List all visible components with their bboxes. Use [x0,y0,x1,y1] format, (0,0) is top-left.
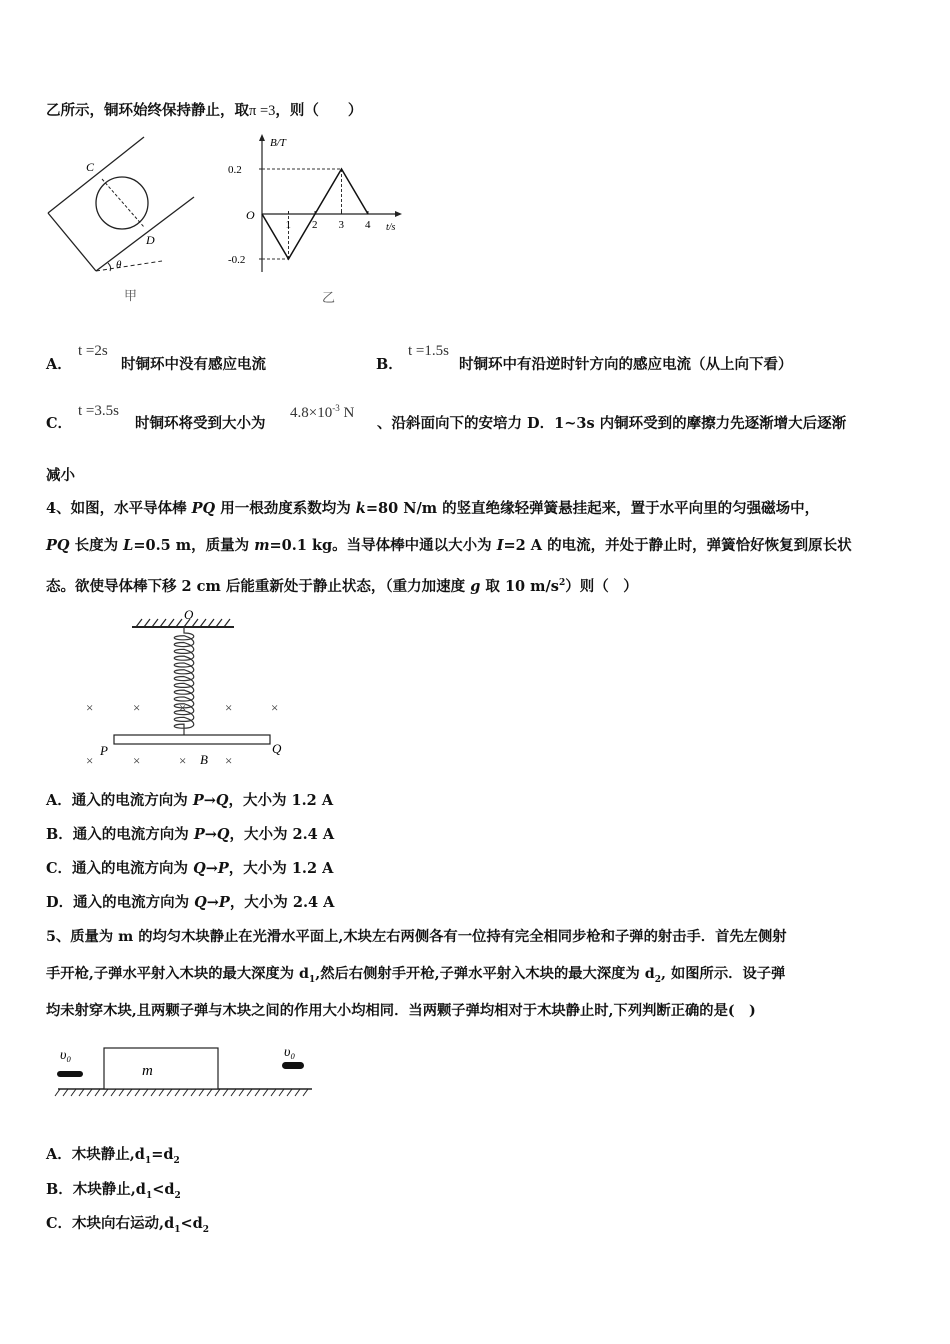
q5-l2-b: ,然后右侧射手开枪,子弹水平射入木块的最大深度为 d [315,966,655,982]
q4-option-c-dir: Q→P [193,860,229,877]
q5-option-c-s1: 1 [174,1224,181,1235]
q5-l2-c: , 如图所示．设子弹 [661,966,786,982]
right-bullet [282,1062,304,1069]
ground-hatch-line [239,1089,244,1096]
ground-hatch-line [79,1089,84,1096]
q3-option-b-label: B． [376,356,403,373]
left-bullet [57,1071,83,1077]
q4-l3-b: 取 10 m/s [480,577,559,595]
label-d: D [146,233,155,247]
q4-l1-pq: PQ [191,500,216,517]
q5-option-c-mid: <d [180,1215,203,1232]
ground-hatch-line [271,1089,276,1096]
q4-l2-l: L [123,537,134,554]
ground-hatch-line [215,1089,220,1096]
wood-block [104,1048,218,1089]
q4-l2-pq: PQ [46,537,70,554]
q4-l1-c: =80 N/m 的竖直绝缘轻弹簧悬挂起来，置于水平向里的匀强磁场中， [365,500,820,517]
field-cross: × [86,753,94,768]
x-tick-label: 3 [338,219,344,231]
ground-hatch-line [95,1089,100,1096]
q4-line-3 [46,573,638,597]
label-b: B [200,752,208,767]
q3-option-c-math: t =3.5s [78,403,119,419]
magnetic-field-crosses [86,700,278,768]
q4-l2-d: =2 A 的电流，并处于静止时，弹簧恰好恢复到原长状 [503,537,852,554]
y-axis-label: B/T [270,137,286,149]
ground-hatch-line [199,1089,204,1096]
right-v0-label: υ₀ [284,1045,296,1060]
ground-hatch-line [183,1089,188,1096]
q4-l2-m: m [254,537,270,554]
field-cross: × [133,753,141,768]
q3-pi-expr: π =3 [249,103,276,119]
q4-l2-c: =0.1 kg。当导体棒中通以大小为 [269,537,497,554]
q5-option-b-s1: 1 [145,1190,153,1201]
q3-option-c-force-base: 4.8×10 [290,405,333,421]
q3-option-c-text1: 时铜环将受到大小为 [135,415,266,432]
caption-yi: 乙 [322,290,336,305]
q4-l3-g: g [470,577,481,595]
q5-l2-s2: 2 [654,974,661,985]
ground-hatch-line [111,1089,116,1096]
q3-intro-end: ，则（ ） [275,102,363,119]
q4-option-b-label: B．通入的电流方向为 [46,826,194,843]
ground-hatch-line [247,1089,252,1096]
q4-l1-a: 4、如图，水平导体棒 [46,500,192,517]
q5-line-3: 均未射穿木块,且两颗子弹与木块之间的作用大小均相同．当两颗子弹均相对于木块静止时,下列判断正确的是( ) [46,1003,756,1019]
x-axis-arrow [395,211,402,217]
q5-option-a-label: A．木块静止,d [46,1146,145,1163]
block-mass-label: m [142,1063,153,1079]
q3-option-c-force-unit: N [339,405,355,421]
field-cross: × [225,753,233,768]
q4-l1-k: k [355,500,366,517]
y-axis-arrow [259,134,265,141]
q3-option-c-force [290,403,354,422]
q4-line-1 [46,499,819,519]
q4-l2-a: 长度为 [69,537,124,554]
q4-option-a-text: ，大小为 1.2 A [228,792,334,809]
ground-hatch-line [55,1089,60,1096]
horizontal-dashed [96,261,162,271]
label-o: O [184,607,194,622]
q4-l3-c: ）则（ ） [565,577,638,595]
q4-l3-a: 态。欲使导体棒下移 2 cm 后能重新处于静止状态，（重力加速度 [46,577,471,595]
ground-hatch-line [119,1089,124,1096]
label-theta: θ [116,259,122,271]
ground-hatch-line [135,1089,140,1096]
angle-arc [108,263,111,271]
ground-hatch-line [303,1089,308,1096]
q4-option-d-text: ，大小为 2.4 A [229,894,335,911]
copper-ring [96,177,148,229]
diameter-cd [102,179,144,227]
ground-hatch-line [255,1089,260,1096]
q5-line-1: 5、质量为 m 的均匀木块静止在光滑水平面上,木块左右两侧各有一位持有完全相同步枪和子弹的射击手．首先左侧射 [46,929,787,945]
q3-option-c-label: C． [46,415,73,432]
ground-hatch-line [167,1089,172,1096]
q3-option-a-math: t =2s [78,343,108,359]
field-cross: × [179,753,187,768]
q5-option-a-mid: =d [151,1146,174,1163]
ground-hatch [55,1089,308,1096]
q5-option-b-label: B．木块静止,d [46,1181,146,1198]
q3-option-b-math: t =1.5s [408,343,449,359]
figure-block-bullets [54,1043,324,1103]
q5-option-a-s1: 1 [144,1155,152,1166]
q4-option-d [46,893,334,913]
q4-option-a-dir: P→Q [192,792,229,809]
conductor-rod-pq [114,735,270,744]
ground-hatch-line [87,1089,92,1096]
ground-hatch-line [223,1089,228,1096]
ground-hatch-line [207,1089,212,1096]
q5-option-c-label: C．木块向右运动,d [46,1215,175,1232]
field-cross: × [86,700,94,715]
q3-option-a-text: 时铜环中没有感应电流 [121,356,266,373]
ground-hatch-line [159,1089,164,1096]
q4-l1-b: 用一根劲度系数均为 [215,500,356,517]
q4-option-c [46,859,333,879]
field-cross: × [179,700,187,715]
q4-option-c-text: ，大小为 1.2 A [228,860,334,877]
field-cross: × [271,700,279,715]
incline-lower-edge [96,197,194,271]
q5-option-b-mid: <d [152,1181,175,1198]
figure-jia [44,135,204,305]
q5-option-a-s2: 2 [173,1155,180,1166]
left-v0-label: υ₀ [60,1048,72,1063]
figure-yi-chart [226,130,416,305]
ground-hatch-line [231,1089,236,1096]
ground-hatch-line [191,1089,196,1096]
origin-label: O [246,208,255,222]
q4-option-b-text: ，大小为 2.4 A [229,826,335,843]
x-tick-label: 4 [365,219,371,231]
q4-option-c-label: C．通入的电流方向为 [46,860,194,877]
label-c: C [86,160,95,174]
figure-spring-rod [80,605,320,775]
q4-option-d-dir: Q→P [194,894,230,911]
q3-option-c-text2: 、沿斜面向下的安培力 D．1~3s 内铜环受到的摩擦力先逐渐增大后逐渐 [377,415,847,432]
ground-hatch-line [151,1089,156,1096]
q4-option-a [46,791,333,811]
q3-option-a-label: A． [46,356,72,373]
label-q: Q [272,741,282,756]
ground-hatch-line [287,1089,292,1096]
q3-option-c-force-exp: -3 [332,403,340,413]
label-p: P [100,743,108,758]
q4-l2-i: I [496,537,504,554]
incline-left-edge [48,213,96,271]
q4-line-2 [46,536,852,556]
ground-hatch-line [103,1089,108,1096]
y-tick-label: 0.2 [228,164,242,176]
q4-option-b-dir: P→Q [193,826,230,843]
field-cross: × [133,700,141,715]
ground-hatch-line [63,1089,68,1096]
x-axis-label: t/s [386,222,396,233]
ground-hatch-line [71,1089,76,1096]
q4-option-d-label: D．通入的电流方向为 [46,894,195,911]
ground-hatch-line [279,1089,284,1096]
ground-hatch-line [175,1089,180,1096]
ground-hatch-line [127,1089,132,1096]
q4-option-a-label: A．通入的电流方向为 [46,792,193,809]
q5-option-c-s2: 2 [202,1224,210,1235]
q5-option-b [46,1180,181,1206]
ground-hatch-line [295,1089,300,1096]
ground-hatch-line [143,1089,148,1096]
q4-l2-b: =0.5 m，质量为 [133,537,255,554]
spring [174,627,194,735]
q3-intro-line [46,101,362,121]
q5-line-2 [46,964,785,990]
q3-option-b-text: 时铜环中有沿逆时针方向的感应电流（从上向下看） [459,356,793,373]
x-tick-label: 1 [285,219,291,231]
q5-l2-a: 手开枪,子弹水平射入木块的最大深度为 d [46,966,309,982]
q3-option-a [46,355,72,375]
x-tick-label: 2 [312,219,318,231]
field-cross: × [225,700,233,715]
caption-jia: 甲 [124,288,138,303]
q5-l2-s1: 1 [309,974,316,985]
q4-l3-sup: 2 [558,578,566,588]
y-tick-label: -0.2 [228,254,246,266]
ceiling-hatch [136,619,230,627]
q5-option-a [46,1145,180,1171]
q4-option-b [46,825,334,845]
q5-option-b-s2: 2 [174,1190,181,1201]
ground-hatch-line [263,1089,268,1096]
q5-option-c [46,1214,209,1240]
q3-option-d-cont: 减小 [46,467,75,484]
q3-intro: 乙所示，铜环始终保持静止，取 [46,102,249,119]
